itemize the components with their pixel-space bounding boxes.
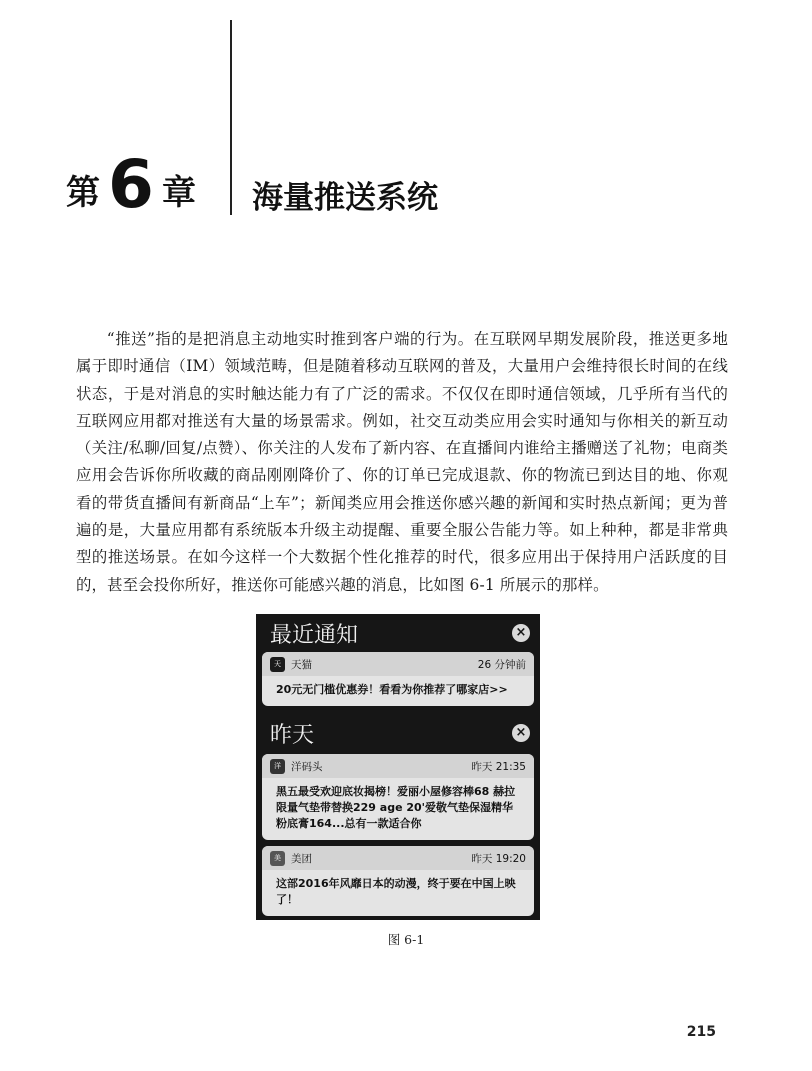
notification-message: 这部2016年风靡日本的动漫，终于要在中国上映了！: [276, 877, 516, 906]
meituan-icon: 美: [270, 851, 285, 866]
notification-header: [262, 652, 534, 676]
section-title: 昨天: [270, 722, 315, 748]
chapter-number: 6: [108, 146, 154, 223]
notification-time: 26 分钟前: [477, 658, 526, 671]
notification-app-name: 美团: [291, 852, 312, 865]
notification-app-name: 洋码头: [291, 760, 323, 773]
notification-card[interactable]: [262, 652, 534, 706]
close-icon[interactable]: ×: [512, 624, 530, 642]
notification-screenshot-figure: [256, 614, 540, 920]
yangmatou-icon: 洋: [270, 759, 285, 774]
close-icon[interactable]: ×: [512, 724, 530, 742]
notification-card[interactable]: [262, 754, 534, 840]
notification-time: 昨天 21:35: [471, 760, 526, 773]
notification-message: 黑五最受欢迎底妆揭榜！爱丽小屋修容棒68 赫拉限量气垫带替换229 age 20'爱敬气垫保湿精华粉底膏164...总有一款适合你: [276, 785, 516, 830]
tmall-icon: 天: [270, 657, 285, 672]
notification-time: 昨天 19:20: [471, 852, 526, 865]
section-title: 最近通知: [270, 622, 359, 648]
notification-message: 20元无门槛优惠券！看看为你推荐了哪家店>>: [276, 683, 508, 696]
notification-card[interactable]: [262, 846, 534, 916]
chapter-title: 海量推送系统: [252, 180, 438, 216]
figure-caption: 图 6-1: [387, 932, 425, 947]
notification-header: [262, 846, 534, 870]
chapter-suffix: 章: [161, 173, 196, 213]
page-number: 215: [686, 1024, 716, 1040]
section-header-yesterday: [270, 716, 530, 750]
notification-app-name: 天猫: [291, 658, 312, 671]
chapter-label: [66, 146, 196, 223]
chapter-divider-rule: [230, 20, 232, 215]
chapter-prefix: 第: [66, 173, 100, 213]
body-paragraph: “推送”指的是把消息主动地实时推到客户端的行为。在互联网早期发展阶段，推送更多地属于即时通信（IM）领域范畴，但是随着移动互联网的普及，大量用户会维持很长时间的在线状态，于是对消息的实时触达能力有了广泛的需求。不仅仅在即时通信领域，几乎所有当代的互联网应用都对推送有大量的场景需求。例如，社交互动类应用会实时通知与你相关的新互动（关注/私聊/回复/点赞）、你关注的人发布了新内容、在直播间内谁给主播赠送了礼物；电商类应用会告诉你所收藏的商品刚刚降价了、你的订单已完成退款、你的物流已到达目的地、你观看的带货直播间有新商品“上车”；新闻类应用会推送你感兴趣的新闻和实时热点新闻；更为普遍的是，大量应用都有系统版本升级主动提醒、重要全服公告能力等。如上种种，都是非常典型的推送场景。在如今这样一个大数据个性化推荐的时代，很多应用出于保持用户活跃度的目的，甚至会投你所好，推送你可能感兴趣的消息，比如图 6-1 所展示的那样。: [76, 330, 728, 594]
notification-header: [262, 754, 534, 778]
section-header-recent: [270, 616, 530, 650]
